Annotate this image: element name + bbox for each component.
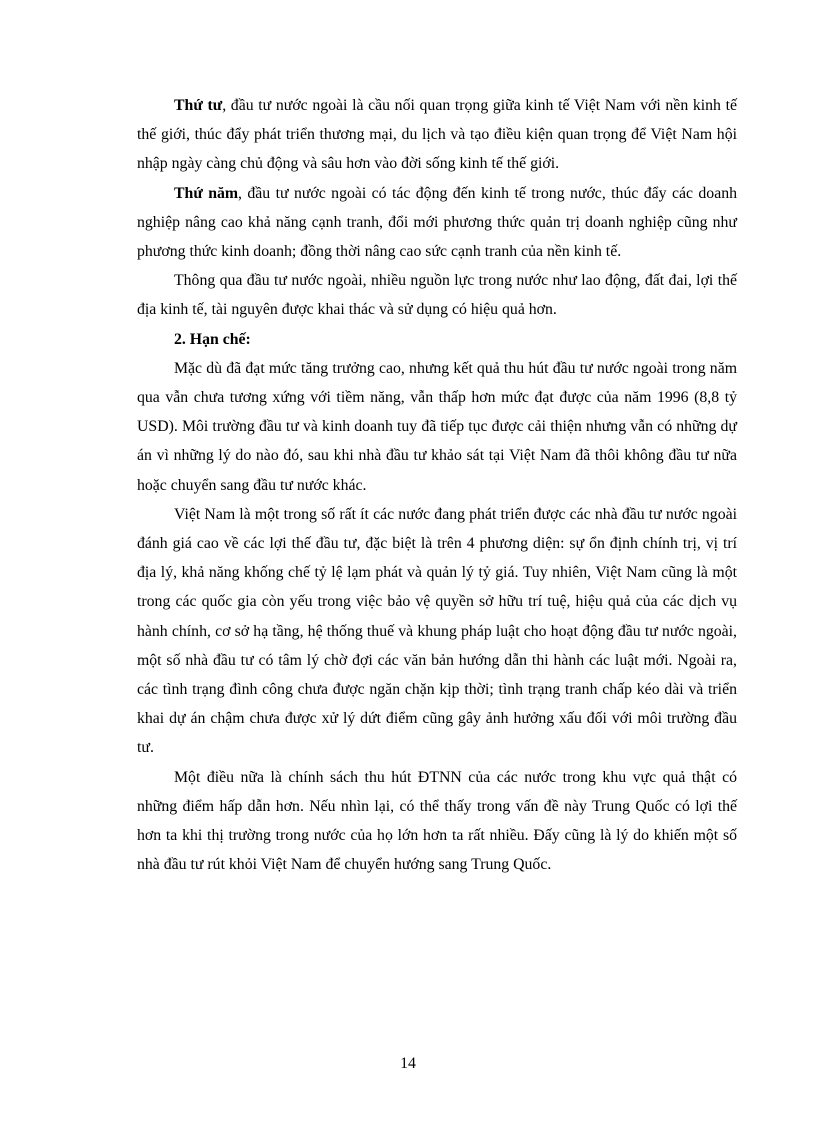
- paragraph-mac-du: Mặc dù đã đạt mức tăng trưởng cao, nhưng kết quả thu hút đầu tư nước ngoài trong năm qua vẫn chưa tương xứng với tiềm năng, vẫn thấp hơn mức đạt được của năm 1996 (8,8 tỷ USD). Môi trường đầu tư và kinh doanh tuy đã tiếp tục được cải thiện nhưng vẫn có những dự án vì những lý do nào đó, sau khi nhà đầu tư khảo sát tại Việt Nam đã thôi không đầu tư nữa hoặc chuyển sang đầu tư nước khác.: [137, 359, 737, 494]
- paragraph-text: , đầu tư nước ngoài là cầu nối quan trọng giữa kinh tế Việt Nam với nền kinh tế thế giới, thúc đẩy phát triển thương mại, du lịch và tạo điều kiện quan trọng để Việt Nam hội nhập ngày càng chủ động và sâu hơn vào đời sống kinh tế thế giới.: [137, 97, 737, 173]
- document-body: [137, 91, 737, 879]
- paragraph-lead: Thứ năm: [174, 184, 239, 202]
- paragraph-text: , đầu tư nước ngoài có tác động đến kinh tế trong nước, thúc đẩy các doanh nghiệp nâng cao khả năng cạnh tranh, đổi mới phương thức quản trị doanh nghiệp cũng như phương thức kinh doanh; đồng thời nâng cao sức cạnh tranh của nền kinh tế.: [137, 184, 737, 261]
- paragraph-viet-nam: Việt Nam là một trong số rất ít các nước đang phát triển được các nhà đầu tư nước ngoài đánh giá cao về các lợi thế đầu tư, đặc biệt là trên 4 phương diện: sự ổn định chính trị, vị trí địa lý, khả năng khống chế tỷ lệ lạm phát và quản lý tỷ giá. Tuy nhiên, Việt Nam cũng là một trong các quốc gia còn yếu trong việc bảo vệ quyền sở hữu trí tuệ, hiệu quả của các dịch vụ hành chính, cơ sở hạ tầng, hệ thống thuế và khung pháp luật cho hoạt động đầu tư nước ngoài, một số nhà đầu tư có tâm lý chờ đợi các văn bản hướng dẫn thi hành các luật mới. Ngoài ra, các tình trạng đình công chưa được ngăn chặn kịp thời; tình trạng tranh chấp kéo dài và triển khai dự án chậm chưa được xử lý dứt điểm cũng gây ảnh hưởng xấu đối với môi trường đầu tư.: [137, 505, 737, 757]
- paragraph-text: Thông qua đầu tư nước ngoài, nhiều nguồn lực trong nước như lao động, đất đai, lợi thế địa kinh tế, tài nguyên được khai thác và sử dụng có hiệu quả hơn.: [137, 272, 737, 319]
- paragraph-thu-tu: [137, 91, 737, 179]
- paragraph-thong-qua: [137, 266, 737, 324]
- page-number: 14: [400, 1055, 416, 1072]
- section-heading: 2. Hạn chế:: [174, 330, 251, 348]
- paragraph-thu-nam: [137, 179, 737, 267]
- paragraph-lead: Thứ tư: [174, 97, 223, 114]
- paragraph-mot-dieu-nua: Một điều nữa là chính sách thu hút ĐTNN của các nước trong khu vực quả thật có những điểm hấp dẫn hơn. Nếu nhìn lại, có thể thấy trong vấn đề này Trung Quốc có lợi thế hơn ta khi thị trường trong nước của họ lớn hơn ta rất nhiều. Đấy cũng là lý do khiến một số nhà đầu tư rút khỏi Việt Nam để chuyển hướng sang Trung Quốc.: [137, 768, 737, 874]
